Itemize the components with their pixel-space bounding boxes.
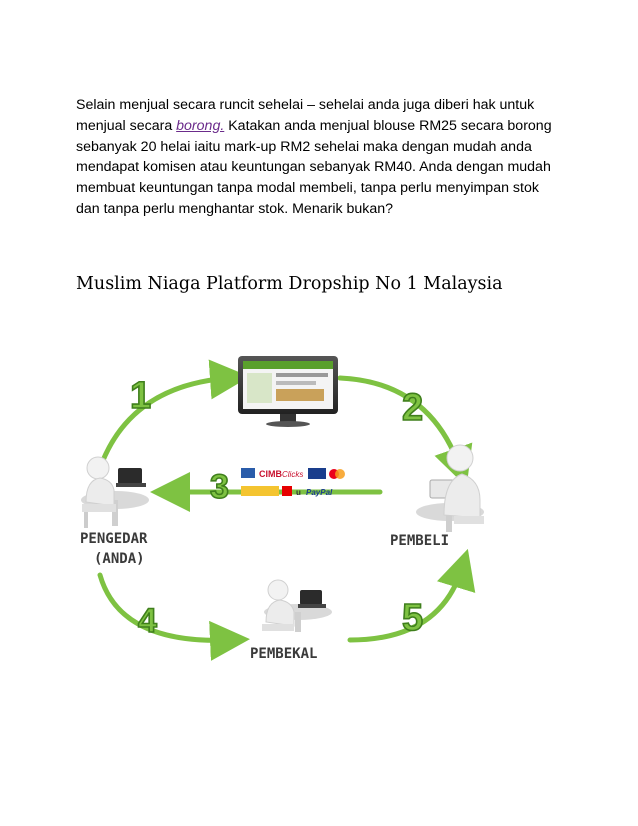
step-number-5: 5 [402, 597, 424, 639]
flow-arrow-2 [340, 378, 460, 468]
step-number-1: 1 [130, 375, 152, 417]
pengedar-figure-icon [81, 457, 149, 528]
bank-logo-icon [241, 468, 255, 478]
label-anda: (ANDA) [94, 551, 145, 567]
step-number-3: 3 [210, 468, 229, 506]
pembeli-figure-icon [416, 445, 484, 532]
label-pembekal: PEMBEKAL [250, 646, 318, 662]
dropship-flow-diagram [60, 340, 580, 680]
bank-logo-icon [282, 486, 292, 496]
flow-arrow-4 [100, 575, 230, 640]
section-heading: Muslim Niaga Platform Dropship No 1 Malaysia [76, 274, 503, 294]
paragraph-text-1: Selain menjual secara runcit sehelai – sehelai anda juga diberi hak untuk menjual secara [76, 97, 535, 134]
pembekal-figure-icon [262, 580, 332, 632]
step-number-4: 4 [138, 602, 157, 640]
paragraph-text-2: Katakan anda menjual blouse RM25 secara borong sebanyak 20 helai iaitu mark-up RM2 sehelai maka dengan mudah anda mendapat komisen atau keuntungan sebanyak RM40. Anda dengan mudah membuat keuntungan tanpa modal membeli, tanpa perlu menyimpan stok dan tanpa perlu menghantar stok. Menarik bukan? [76, 117, 552, 217]
label-pembeli: PEMBELI [390, 533, 450, 549]
payment-cimb-logo: CIMB [259, 469, 282, 479]
visa-card-icon [308, 468, 326, 479]
borong-link[interactable]: borong. [176, 117, 225, 134]
svg-text:u: u [296, 488, 301, 497]
payment-paypal-logo: PayPal [306, 488, 333, 497]
bank-logo-icon [241, 486, 279, 496]
label-pengedar: PENGEDAR [80, 531, 148, 547]
flow-arrow-1 [100, 378, 230, 468]
payment-clicks-logo: Clicks [282, 470, 304, 479]
step-number-2: 2 [402, 387, 424, 429]
website-monitor-icon [238, 356, 338, 427]
body-paragraph [76, 95, 556, 220]
